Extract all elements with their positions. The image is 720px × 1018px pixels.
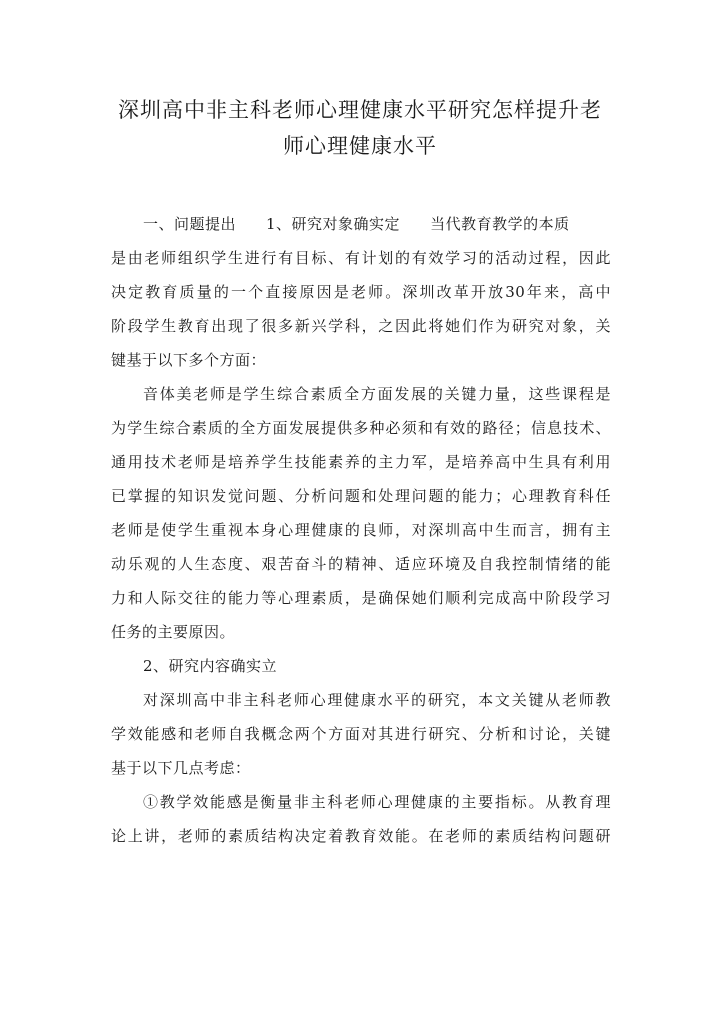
section-heading: 一、问题提出 xyxy=(143,215,237,233)
subsection-heading-2: 2、研究内容确实立 xyxy=(143,657,278,675)
paragraph-4-line-2: 学效能感和老师自我概念两个方面对其进行研究、分析和讨论，关键 xyxy=(111,725,611,743)
document-title xyxy=(110,92,610,164)
paragraph-2-line-4: 已掌握的知识发觉问题、分析问题和处理问题的能力；心理教育科任 xyxy=(111,487,611,505)
paragraph-1-line-1 xyxy=(111,207,611,241)
paragraph-5-line-2: 论上讲，老师的素质结构决定着教育效能。在老师的素质结构问题研 xyxy=(111,827,611,845)
paragraph-2-line-8: 任务的主要原因。 xyxy=(111,623,236,641)
paragraph-1-lead: 当代教育教学的本质 xyxy=(430,215,570,233)
paragraph-2-line-1: 音体美老师是学生综合素质全方面发展的关键力量，这些课程是 xyxy=(143,385,611,403)
paragraph-1-line-2: 是由老师组织学生进行有目标、有计划的有效学习的活动过程，因此 xyxy=(111,249,611,267)
paragraph-1-line-3: 决定教育质量的一个直接原因是老师。深圳改革开放30年来，高中 xyxy=(111,283,611,301)
paragraph-2-line-5: 老师是使学生重视本身心理健康的良师，对深圳高中生而言，拥有主 xyxy=(111,521,611,539)
paragraph-4-line-3: 基于以下几点考虑： xyxy=(111,759,251,777)
paragraph-2-line-7: 力和人际交往的能力等心理素质，是确保她们顺利完成高中阶段学习 xyxy=(111,589,611,607)
paragraph-2-line-6: 动乐观的人生态度、艰苦奋斗的精神、适应环境及自我控制情绪的能 xyxy=(111,555,611,573)
subsection-heading: 1、研究对象确实定 xyxy=(266,215,401,233)
paragraph-2-line-2: 为学生综合素质的全方面发展提供多种必须和有效的路径；信息技术、 xyxy=(111,419,611,437)
paragraph-5-line-1: ①教学效能感是衡量非主科老师心理健康的主要指标。从教育理 xyxy=(143,793,611,811)
title-line-2: 师心理健康水平 xyxy=(283,134,437,158)
paragraph-2-line-3: 通用技术老师是培养学生技能素养的主力军，是培养高中生具有利用 xyxy=(111,453,611,471)
document-body xyxy=(111,207,611,853)
paragraph-1-line-5: 键基于以下多个方面： xyxy=(111,351,267,369)
title-line-1: 深圳高中非主科老师心理健康水平研究怎样提升老 xyxy=(118,98,602,122)
paragraph-4-line-1: 对深圳高中非主科老师心理健康水平的研究，本文关键从老师教 xyxy=(143,691,611,709)
paragraph-1-line-4: 阶段学生教育出现了很多新兴学科，之因此将她们作为研究对象，关 xyxy=(111,317,611,335)
